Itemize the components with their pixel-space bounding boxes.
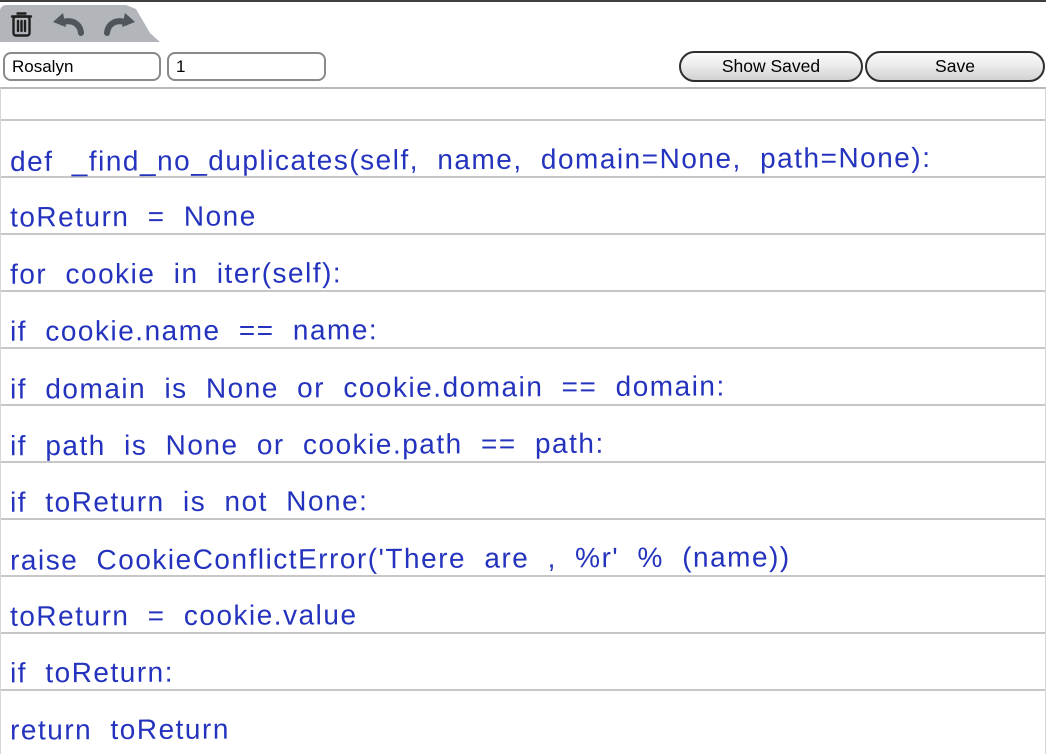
- toolbar-tab: [0, 5, 163, 42]
- handwritten-line: toReturn = cookie.value: [9, 599, 358, 632]
- handwritten-line: for cookie in iter(self):: [9, 257, 343, 290]
- handwritten-line: raise CookieConflictError('There are , %r' % (name)): [9, 541, 791, 576]
- save-button[interactable]: Save: [865, 51, 1045, 82]
- handwritten-line: def _find_no_duplicates(self, name, domain=None, path=None):: [9, 142, 932, 178]
- name-input[interactable]: [3, 52, 161, 81]
- handwritten-line: if cookie.name == name:: [9, 314, 379, 348]
- trash-icon: [10, 10, 33, 38]
- trash-button[interactable]: [10, 10, 33, 38]
- redo-arrow-icon: [103, 12, 137, 36]
- handwritten-line: if toReturn:: [9, 656, 175, 689]
- show-saved-button[interactable]: Show Saved: [679, 51, 863, 82]
- handwriting-canvas[interactable]: [0, 87, 1046, 754]
- handwritten-line: return toReturn: [9, 713, 230, 746]
- undo-arrow-icon: [51, 12, 85, 36]
- handwritten-line: if toReturn is not None:: [9, 485, 369, 518]
- handwritten-line: if domain is None or cookie.domain == domain:: [9, 370, 726, 405]
- handwritten-line: if path is None or cookie.path == path:: [9, 427, 605, 462]
- page-number-input[interactable]: [167, 52, 326, 81]
- handwritten-line: toReturn = None: [9, 200, 257, 233]
- undo-button[interactable]: [51, 12, 85, 36]
- redo-button[interactable]: [103, 12, 137, 36]
